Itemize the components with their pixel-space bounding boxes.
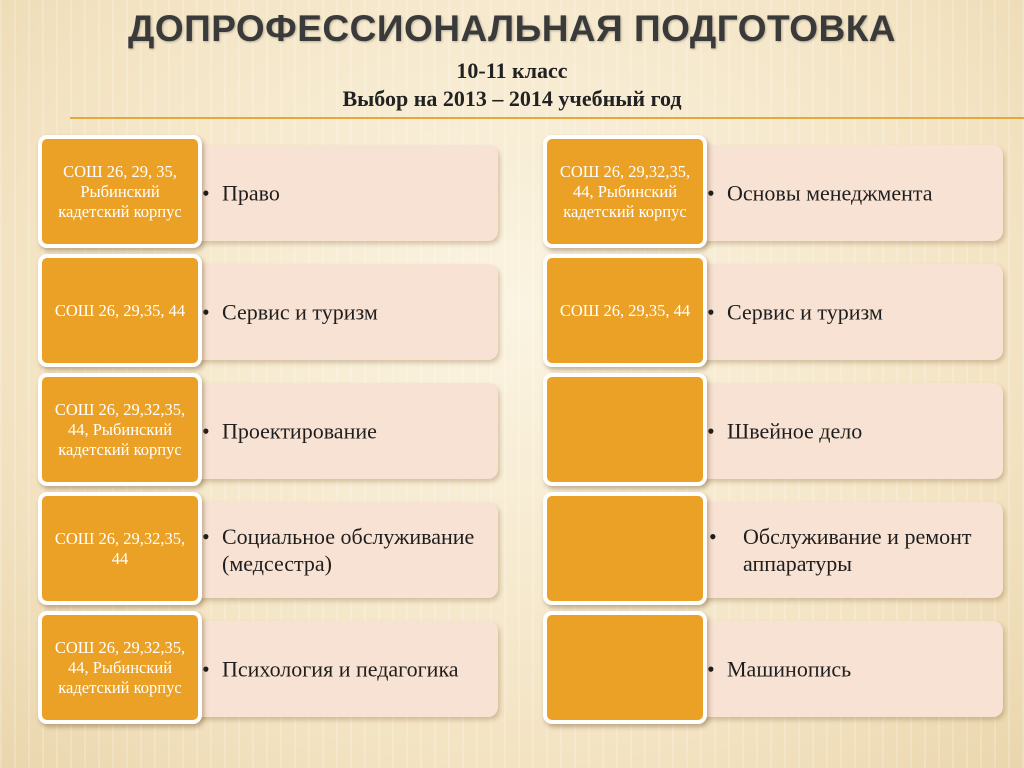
bullet-icon: • [202,418,210,444]
header-divider [70,117,1024,119]
bullet-icon: • [202,180,210,206]
bullet-icon: • [202,656,210,682]
subject-label: Основы менеджмента [727,180,933,206]
bullet-icon: • [707,299,715,325]
list-item [543,254,1005,373]
subject-label: Психология и педагогика [222,656,459,682]
bullet-icon: • [202,299,210,325]
school-box: СОШ 26, 29,32,35, 44, Рыбинский кадетский корпус [38,611,202,724]
subject-item [707,656,993,683]
list-item [543,135,1005,254]
school-box [543,373,707,486]
subject-item [709,523,993,577]
left-column [38,135,500,730]
subject-item [707,180,993,207]
list-item [38,373,500,492]
list-item [38,611,500,730]
grade-subtitle: 10-11 класс [456,58,568,83]
subject-box [693,502,1003,598]
subject-box [693,145,1003,241]
subject-label: Проектирование [222,418,377,444]
list-item [543,611,1005,730]
subject-box [188,145,498,241]
subject-box [188,502,498,598]
list-item [38,492,500,611]
school-box [543,611,707,724]
subject-item [202,180,488,207]
subject-label: Обслуживание и ремонт аппаратуры [743,524,972,576]
bullet-icon: • [707,180,715,206]
subject-label: Швейное дело [727,418,863,444]
subject-item [707,299,993,326]
right-column [543,135,1005,730]
subject-box [693,621,1003,717]
school-box: СОШ 26, 29,32,35, 44, Рыбинский кадетский корпус [543,135,707,248]
list-item [38,254,500,373]
list-item [543,492,1005,611]
subject-item [202,418,488,445]
subject-box [693,264,1003,360]
subject-box [188,383,498,479]
subject-item [202,523,488,577]
school-box [543,492,707,605]
subject-box [693,383,1003,479]
subject-box [188,264,498,360]
school-box: СОШ 26, 29, 35, Рыбинский кадетский корпус [38,135,202,248]
bullet-icon: • [709,524,717,549]
school-box: СОШ 26, 29,32,35, 44 [38,492,202,605]
list-item [38,135,500,254]
school-box: СОШ 26, 29,32,35, 44, Рыбинский кадетский корпус [38,373,202,486]
subject-label: Машинопись [727,656,852,682]
subject-item [202,299,488,326]
year-subtitle: Выбор на 2013 – 2014 учебный год [342,86,682,111]
bullet-icon: • [202,524,210,549]
bullet-icon: • [707,418,715,444]
bullet-icon: • [707,656,715,682]
list-item [543,373,1005,492]
school-box: СОШ 26, 29,35, 44 [543,254,707,367]
school-box: СОШ 26, 29,35, 44 [38,254,202,367]
subject-label: Право [222,180,280,206]
subject-label: Сервис и туризм [727,299,883,325]
subject-label: Социальное обслуживание (медсестра) [222,524,475,576]
subject-label: Сервис и туризм [222,299,378,325]
page-title: ДОПРОФЕССИОНАЛЬНАЯ ПОДГОТОВКА [127,8,897,49]
subject-item [707,418,993,445]
subject-box [188,621,498,717]
subject-item [202,656,488,683]
